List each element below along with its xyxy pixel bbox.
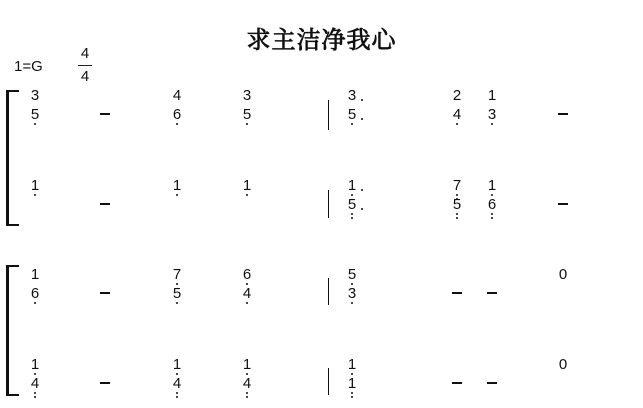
octave-dot — [176, 396, 178, 398]
octave-dot — [246, 392, 248, 394]
note-digit: 5 — [347, 196, 357, 213]
note-digit: 1 — [30, 177, 40, 194]
note-digit: 1 — [172, 356, 182, 373]
note-digit: 5 — [452, 196, 462, 213]
note-digit: 0 — [558, 356, 568, 373]
octave-dot — [246, 123, 248, 125]
note-digit: 0 — [558, 266, 568, 283]
octave-dot — [351, 123, 353, 125]
sustain-dash — [100, 292, 110, 294]
note-digit: 3 — [347, 285, 357, 302]
octave-dot — [246, 396, 248, 398]
note-digit: 7 — [172, 266, 182, 283]
sustain-dash — [452, 292, 462, 294]
octave-dot — [351, 213, 353, 215]
octave-dot — [176, 194, 178, 196]
barline — [328, 100, 329, 130]
octave-dot — [491, 123, 493, 125]
sustain-dash — [487, 382, 497, 384]
note-digit: 3 — [30, 87, 40, 104]
octave-dot — [246, 302, 248, 304]
note-digit: 1 — [172, 177, 182, 194]
octave-dot — [176, 302, 178, 304]
time-signature-denominator: 4 — [80, 68, 90, 85]
sustain-dash — [100, 203, 110, 205]
octave-dot — [351, 302, 353, 304]
sustain-dash — [487, 292, 497, 294]
augmentation-dot — [361, 189, 363, 191]
note-digit: 4 — [242, 285, 252, 302]
note-digit: 1 — [242, 356, 252, 373]
note-digit: 1 — [30, 266, 40, 283]
note-digit: 7 — [452, 177, 462, 194]
octave-dot — [176, 123, 178, 125]
note-digit: 5 — [347, 266, 357, 283]
barline — [328, 368, 329, 395]
note-digit: 4 — [452, 106, 462, 123]
octave-dot — [456, 123, 458, 125]
note-digit: 3 — [487, 106, 497, 123]
octave-dot — [34, 396, 36, 398]
note-digit: 4 — [172, 375, 182, 392]
sustain-dash — [100, 113, 110, 115]
note-digit: 1 — [30, 356, 40, 373]
octave-dot — [491, 213, 493, 215]
octave-dot — [351, 396, 353, 398]
octave-dot — [491, 217, 493, 219]
note-digit: 5 — [347, 106, 357, 123]
sustain-dash — [452, 382, 462, 384]
note-digit: 1 — [487, 87, 497, 104]
note-digit: 3 — [242, 87, 252, 104]
note-digit: 5 — [242, 106, 252, 123]
note-digit: 6 — [172, 106, 182, 123]
note-digit: 2 — [452, 87, 462, 104]
octave-dot — [34, 392, 36, 394]
note-digit: 1 — [242, 177, 252, 194]
augmentation-dot — [361, 208, 363, 210]
system-brace — [6, 265, 19, 396]
system-brace — [6, 90, 19, 226]
octave-dot — [34, 302, 36, 304]
octave-dot — [176, 392, 178, 394]
octave-dot — [456, 213, 458, 215]
octave-dot — [34, 123, 36, 125]
key-signature: 1=G — [14, 58, 43, 75]
note-digit: 1 — [487, 177, 497, 194]
note-digit: 1 — [347, 375, 357, 392]
note-digit: 1 — [347, 356, 357, 373]
sustain-dash — [100, 382, 110, 384]
sustain-dash — [558, 113, 568, 115]
augmentation-dot — [361, 99, 363, 101]
octave-dot — [351, 392, 353, 394]
page-title: 求主洁净我心 — [246, 26, 397, 54]
note-digit: 5 — [172, 285, 182, 302]
time-signature-divider — [78, 65, 92, 66]
barline — [328, 190, 329, 218]
note-digit: 3 — [347, 87, 357, 104]
time-signature-numerator: 4 — [80, 45, 90, 62]
octave-dot — [456, 217, 458, 219]
note-digit: 6 — [242, 266, 252, 283]
octave-dot — [34, 194, 36, 196]
note-digit: 6 — [30, 285, 40, 302]
note-digit: 1 — [347, 177, 357, 194]
barline — [328, 278, 329, 305]
augmentation-dot — [361, 118, 363, 120]
note-digit: 4 — [172, 87, 182, 104]
octave-dot — [246, 194, 248, 196]
note-digit: 4 — [242, 375, 252, 392]
note-digit: 6 — [487, 196, 497, 213]
octave-dot — [351, 217, 353, 219]
note-digit: 5 — [30, 106, 40, 123]
sustain-dash — [558, 203, 568, 205]
note-digit: 4 — [30, 375, 40, 392]
